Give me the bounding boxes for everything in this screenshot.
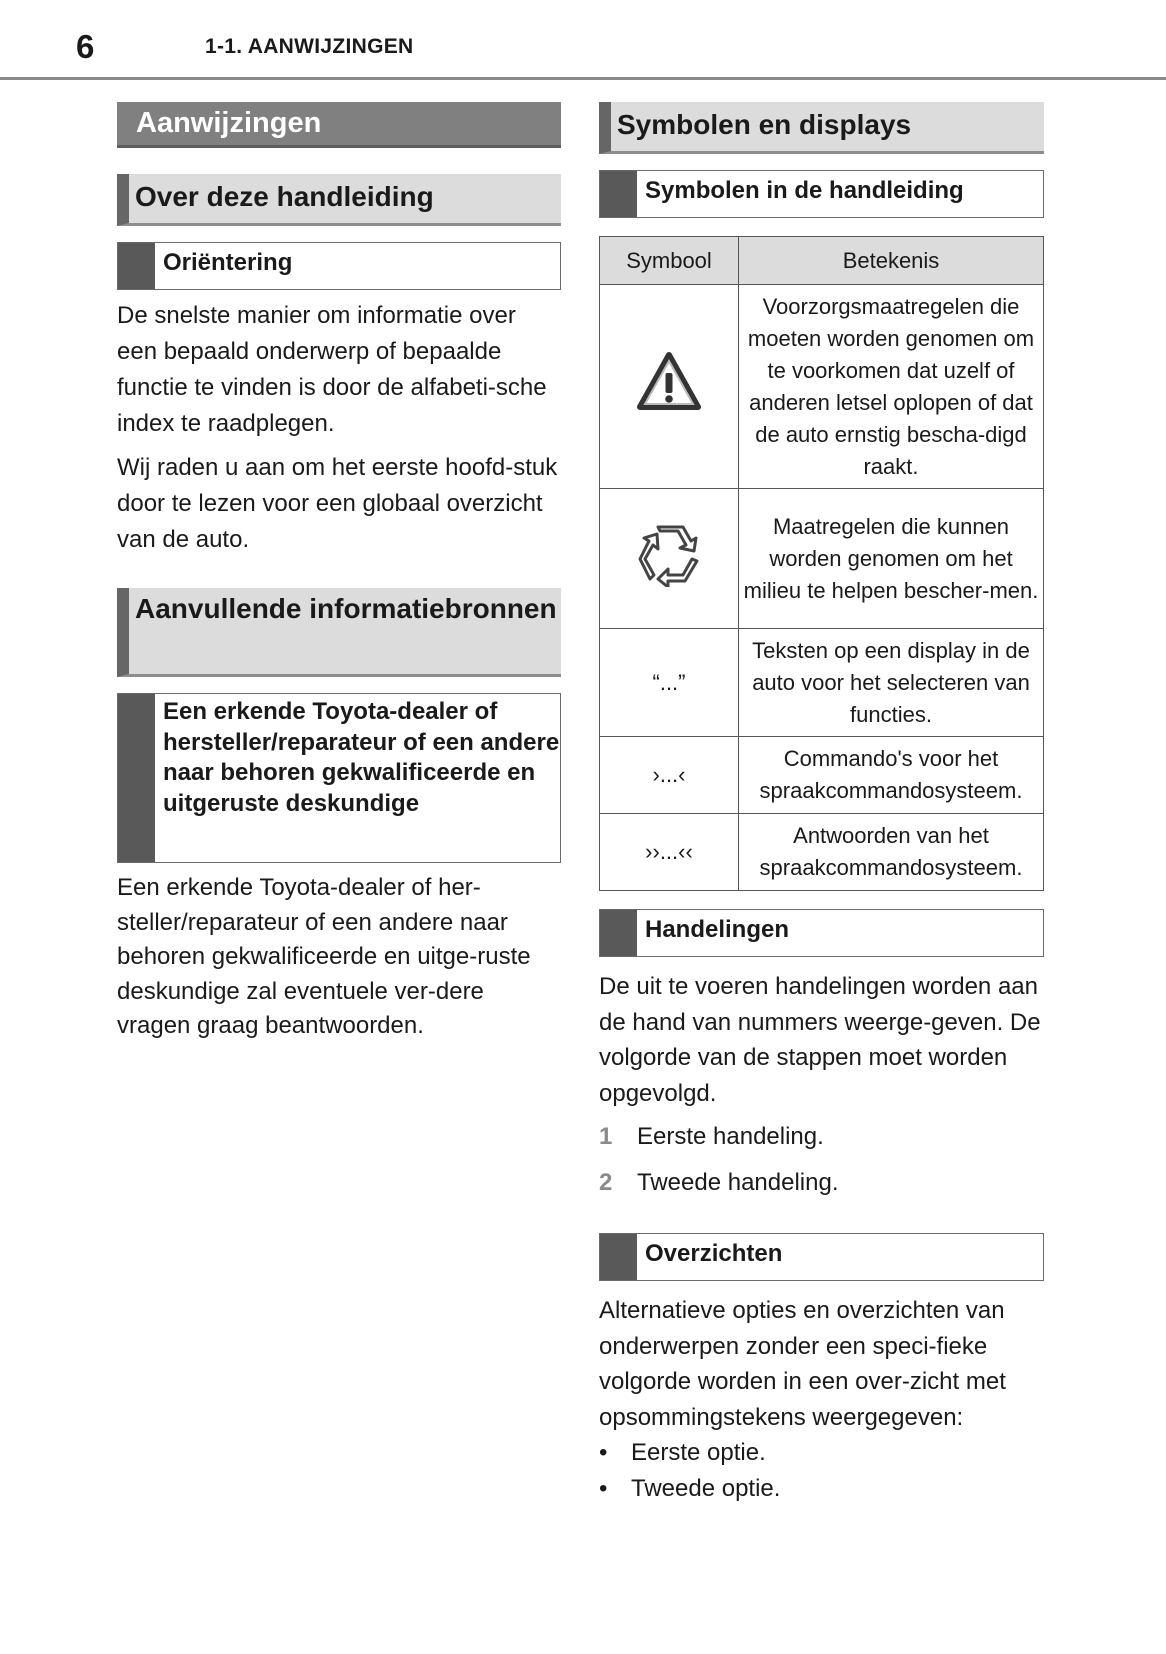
bullet-text: Tweede optie. (631, 1475, 781, 1502)
meaning-cell: Voorzorgsmaatregelen die moeten worden genomen om te voorkomen dat uzelf of anderen letsel oplopen of dat de auto ernstig bescha-digd raakt. (739, 285, 1044, 489)
dealer-title: Een erkende Toyota-dealer of hersteller/reparateur of een andere naar behoren gekwalificeerde en uitgeruste deskundige (163, 698, 560, 817)
sources-title: Aanvullende informatiebronnen (117, 588, 561, 677)
symbols-title: Symbolen in de handleiding (645, 177, 964, 204)
list-item (599, 1471, 1044, 1507)
col-meaning-header: Betekenis (739, 237, 1044, 285)
symbols-table (599, 236, 1044, 891)
step-text: Eerste handeling. (637, 1123, 824, 1150)
symbol-cell: “...” (600, 629, 739, 737)
overview-title: Overzichten (645, 1240, 783, 1267)
table-header-row (600, 237, 1044, 285)
page-number: 6 (76, 28, 95, 65)
symbol-cell (600, 285, 739, 489)
orientation-paragraph-1: De snelste manier om informatie over een bepaald onderwerp of bepaalde functie te vinden is door de alfabeti-sche index te raadplegen. (117, 302, 547, 437)
table-row (600, 814, 1044, 891)
meaning-cell: Commando's voor het spraakcommandosysteem. (739, 737, 1044, 814)
bullet-icon: • (599, 1475, 608, 1502)
heading-bar (118, 694, 155, 862)
table-row (600, 737, 1044, 814)
dealer-paragraph: Een erkende Toyota-dealer of her-steller/reparateur of een andere naar behoren gekwalificeerde en uitge-ruste deskundige zal eventuele ver-dere vragen graag beantwoorden. (117, 874, 531, 1039)
heading-bar (600, 910, 637, 956)
symbols-section-title: Symbolen en displays (599, 102, 1044, 154)
list-item (599, 1435, 1044, 1471)
orientation-paragraph-2: Wij raden u aan om het eerste hoofd-stuk door te lezen voor een globaal overzicht van de auto. (117, 454, 558, 553)
heading-bar (118, 243, 155, 289)
symbol-cell: ››...‹‹ (600, 814, 739, 891)
heading-bar (600, 1234, 637, 1280)
list-item (599, 1165, 1044, 1201)
overview-paragraph: Alternatieve opties en overzichten van onderwerpen zonder een speci-fieke volgorde worden in een over-zicht met opsommingstekens weergegeven: (599, 1297, 1006, 1431)
symbols-heading (599, 170, 1044, 218)
step-text: Tweede handeling. (637, 1169, 839, 1196)
step-number: 1 (599, 1123, 613, 1150)
meaning-cell: Antwoorden van het spraakcommandosysteem. (739, 814, 1044, 891)
table-row (600, 285, 1044, 489)
symbol-cell: ›...‹ (600, 737, 739, 814)
meaning-cell: Teksten op een display in de auto voor het selecteren van functies. (739, 629, 1044, 737)
warning-triangle-icon (636, 351, 702, 413)
actions-heading (599, 909, 1044, 957)
actions-paragraph: De uit te voeren handelingen worden aan de hand van nummers weerge-geven. De volgorde van de stappen moet worden opgevolgd. (599, 973, 1041, 1107)
subsection-title: Over deze handleiding (117, 174, 561, 226)
recycle-icon (636, 521, 702, 587)
header-rule (0, 77, 1166, 80)
bullet-text: Eerste optie. (631, 1439, 766, 1466)
running-title: 1-1. AANWIJZINGEN (205, 35, 414, 58)
list-item (599, 1119, 1044, 1155)
step-number: 2 (599, 1169, 613, 1196)
steps-list (599, 1119, 1044, 1201)
bullet-list (599, 1435, 1044, 1507)
bullet-icon: • (599, 1439, 608, 1466)
left-column (117, 102, 561, 1052)
orientation-title: Oriëntering (163, 249, 293, 276)
col-symbol-header: Symbool (600, 237, 739, 285)
actions-title: Handelingen (645, 916, 790, 943)
symbol-cell (600, 489, 739, 629)
meaning-cell: Maatregelen die kunnen worden genomen om het milieu te helpen bescher-men. (739, 489, 1044, 629)
table-row (600, 629, 1044, 737)
dealer-heading (117, 693, 561, 863)
right-column (599, 102, 1044, 1507)
section-title: Aanwijzingen (117, 102, 561, 148)
table-row (600, 489, 1044, 629)
orientation-heading (117, 242, 561, 290)
heading-bar (600, 171, 637, 217)
overview-heading (599, 1233, 1044, 1281)
